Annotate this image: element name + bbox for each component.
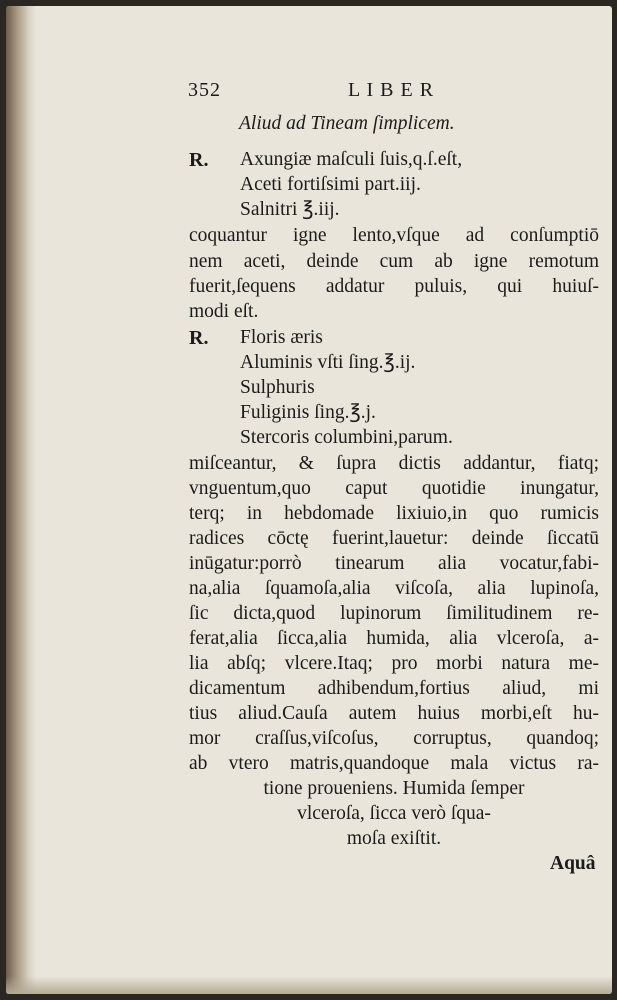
text-line: inūgatur:porrò tinearum alia vocatur,fabi- [189, 553, 599, 574]
text-line: ſic dicta,quod lupinorum ſimilitudinem re- [189, 603, 599, 624]
catchword: Aquâ [550, 853, 596, 874]
recipe-line: Stercoris columbini,parum. [240, 427, 453, 448]
text-line: tius aliud.Cauſa autem huius morbi,eſt hu- [189, 703, 599, 724]
recipe-line: Sulphuris [240, 377, 315, 398]
text-line: tione proueniens. Humida ſemper [263, 778, 525, 799]
text-line: lia abſq; vlcere.Itaq; pro morbi natura me- [189, 653, 599, 674]
text-line: na,alia ſquamoſa,alia viſcoſa, alia lupinoſa, [189, 578, 599, 599]
text-line: mor craſſus,viſcoſus, corruptus, quandoq; [189, 728, 599, 749]
text-line: terq; in hebdomade lixiuio,in quo rumicis [189, 503, 599, 524]
text-line: fuerit,ſequens addatur puluis, qui huiuſ- [189, 276, 599, 297]
page-number: 352 [188, 79, 221, 101]
recipe-mark: R. [189, 327, 209, 349]
recipe-line: Aluminis vſti ſing.℥.ij. [240, 352, 416, 373]
text-line: ferat,alia ſicca,alia humida, alia vlceroſa, a- [189, 628, 599, 649]
recipe-line: Floris æris [240, 327, 323, 348]
text-line: modi eſt. [189, 301, 259, 322]
recipe-line: Axungiæ maſculi ſuis,q.ſ.eſt, [240, 149, 463, 170]
text-line: ab vtero matris,quandoque mala victus ra- [189, 753, 599, 774]
text-line: radices cōctę fuerint,lauetur: deinde ſiccatū [189, 528, 599, 549]
text-line: dicamentum adhibendum,fortius aliud, mi [189, 678, 599, 699]
text-line: moſa exiſtit. [346, 828, 442, 849]
running-head: L I B E R [348, 79, 435, 101]
recipe-mark: R. [189, 149, 209, 171]
text-line: miſceantur, & ſupra dictis addantur, fiatq; [189, 453, 599, 474]
text-line: vlceroſa, ſicca verò ſqua- [297, 803, 491, 824]
page-text [6, 6, 612, 994]
text-line: vnguentum,quo caput quotidie inungatur, [189, 478, 599, 499]
section-title: Aliud ad Tineam ſimplicem. [239, 113, 455, 134]
recipe-line: Aceti fortiſsimi part.iij. [240, 174, 421, 195]
book-page [6, 6, 612, 994]
recipe-line: Salnitri ℥.iij. [240, 199, 340, 220]
recipe-line: Fuliginis ſing.℥.j. [240, 402, 376, 423]
text-line: coquantur igne lento,vſque ad conſumptiō [189, 225, 599, 246]
text-line: nem aceti, deinde cum ab igne remotum [189, 251, 599, 272]
